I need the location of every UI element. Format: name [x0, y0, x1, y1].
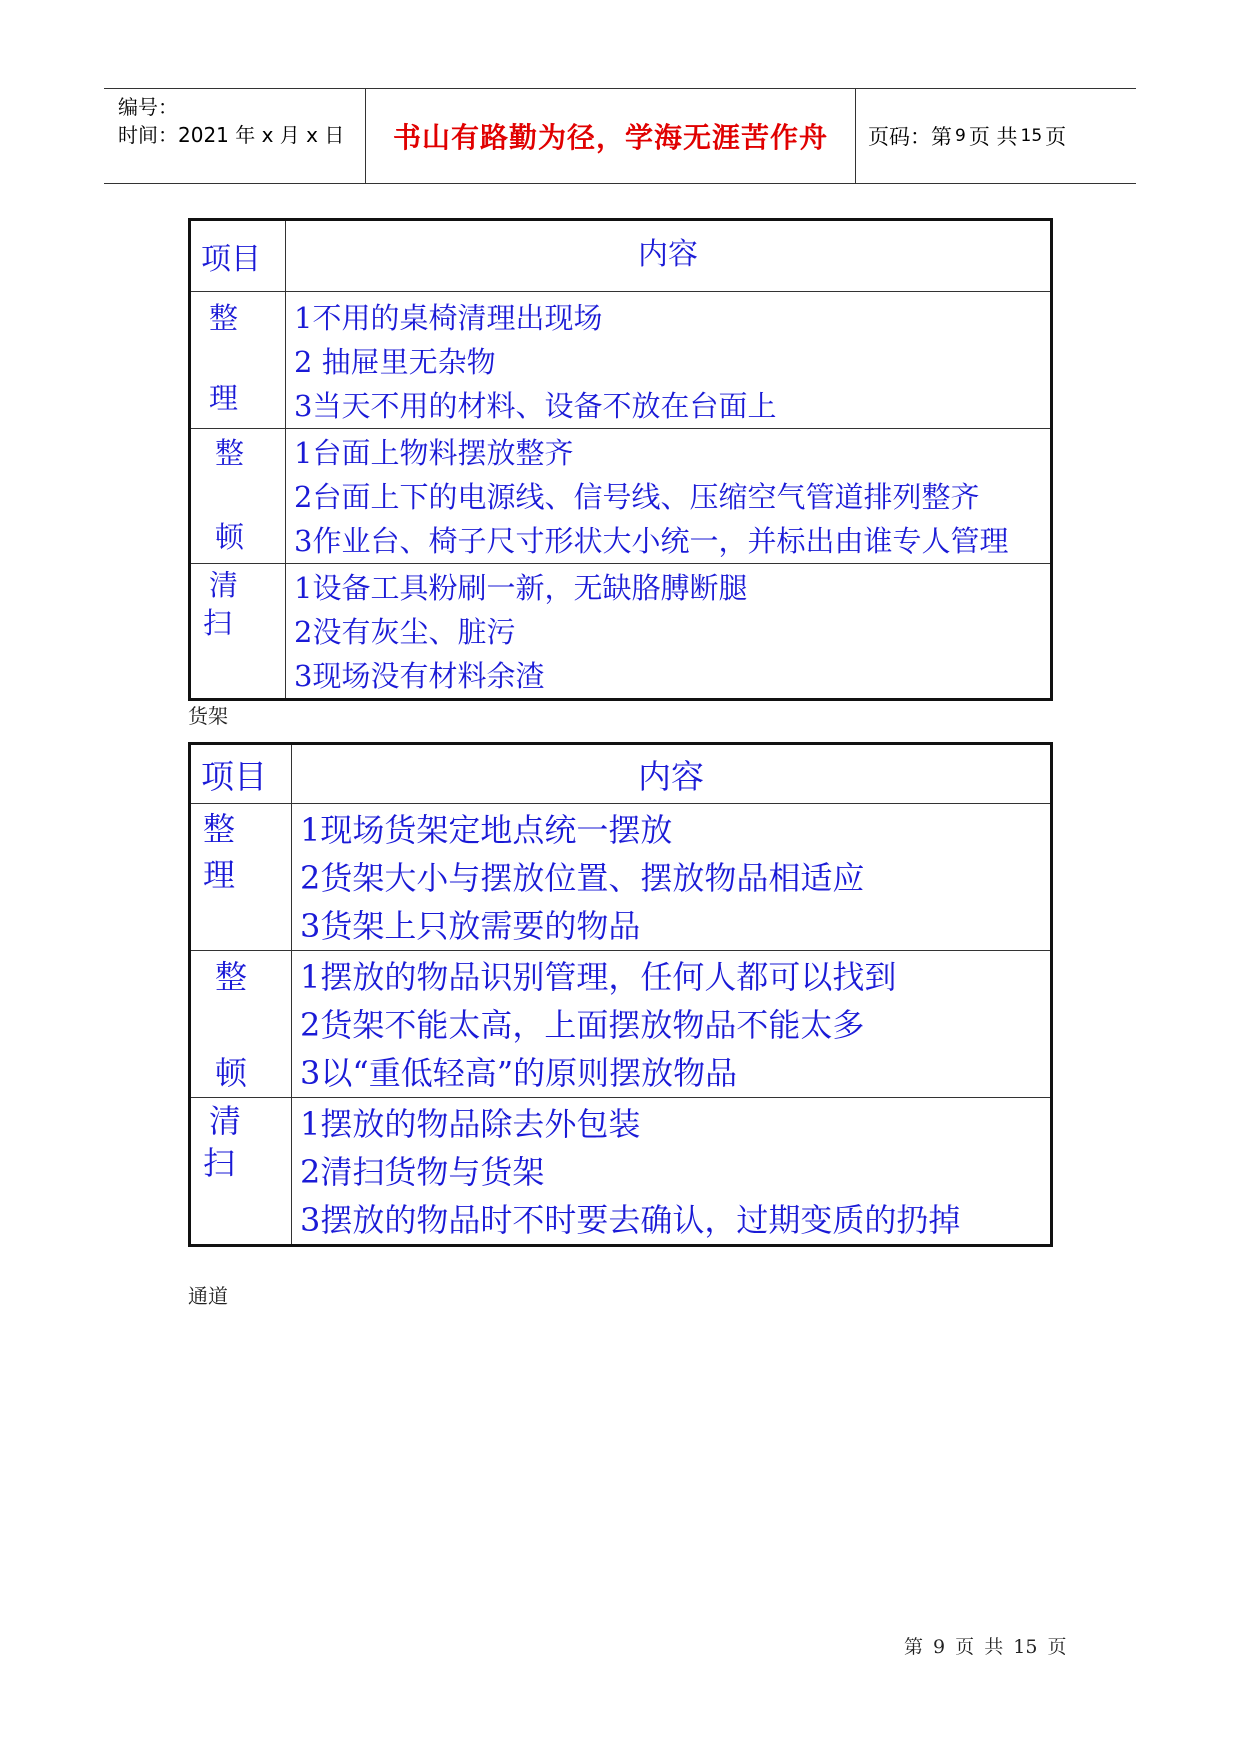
header-motto: 书山有路勤为径，学海无涯苦作舟 — [366, 89, 856, 183]
document-number-label: 编号： — [118, 95, 178, 119]
category-cell — [190, 292, 286, 429]
document-time-label: 时间：2021 年 x 月 x 日 — [118, 123, 345, 147]
table-row — [190, 564, 1052, 700]
category-char-top: 清 — [209, 568, 239, 602]
content-cell — [286, 429, 1052, 564]
page-current: 9 — [955, 126, 966, 146]
content-line: 1摆放的物品除去外包装 — [300, 1105, 641, 1143]
category-cell — [190, 951, 292, 1098]
category-cell — [190, 429, 286, 564]
category-char-top: 整 — [215, 436, 245, 470]
table-row — [190, 429, 1052, 564]
category-char-top: 整 — [209, 301, 239, 335]
content-line: 3作业台、椅子尺寸形状大小统一，并标出由谁专人管理 — [294, 524, 1009, 558]
page-mid: 页 共 — [968, 125, 1018, 149]
content-cell — [292, 804, 1052, 951]
page-header — [104, 88, 1136, 184]
page-prefix: 页码：第 — [868, 125, 952, 149]
column-header-content: 内容 — [286, 220, 1052, 292]
category-char-bottom: 扫 — [203, 1144, 236, 1182]
content-cell — [292, 1098, 1052, 1246]
table-row — [190, 804, 1052, 951]
category-char-bottom: 理 — [209, 381, 239, 415]
category-cell — [190, 804, 292, 951]
content-line: 2清扫货物与货架 — [300, 1153, 545, 1191]
category-char-bottom: 顿 — [215, 520, 245, 554]
category-char-bottom: 理 — [203, 856, 236, 894]
table-header-row — [190, 744, 1052, 804]
table-header-row — [190, 220, 1052, 292]
content-line: 3当天不用的材料、设备不放在台面上 — [294, 389, 777, 423]
column-header-item: 项目 — [190, 744, 292, 804]
header-page-indicator — [856, 89, 1136, 183]
table-row — [190, 1098, 1052, 1246]
content-line: 1设备工具粉刷一新，无缺胳膊断腿 — [294, 571, 748, 605]
category-cell — [190, 1098, 292, 1246]
content-line: 1不用的桌椅清理出现场 — [294, 301, 603, 335]
content-line: 2货架大小与摆放位置、摆放物品相适应 — [300, 859, 865, 897]
content-line: 3摆放的物品时不时要去确认，过期变质的扔掉 — [300, 1201, 961, 1239]
content-cell — [292, 951, 1052, 1098]
category-char-top: 整 — [203, 810, 236, 848]
content-line: 3货架上只放需要的物品 — [300, 907, 641, 945]
page-total: 15 — [1020, 126, 1043, 146]
content-line: 1现场货架定地点统一摆放 — [300, 811, 673, 849]
column-header-content: 内容 — [292, 744, 1052, 804]
content-cell — [286, 292, 1052, 429]
content-line: 2没有灰尘、脏污 — [294, 615, 516, 649]
content-line: 3以“重低轻高”的原则摆放物品 — [300, 1054, 738, 1092]
content-line: 2货架不能太高，上面摆放物品不能太多 — [300, 1006, 865, 1044]
content-cell — [286, 564, 1052, 700]
page-footer: 第 9 页 共 15 页 — [904, 1636, 1067, 1658]
content-line: 2台面上下的电源线、信号线、压缩空气管道排列整齐 — [294, 480, 980, 514]
content-line: 3现场没有材料余渣 — [294, 659, 545, 693]
page-suffix: 页 — [1045, 125, 1067, 149]
column-header-item: 项目 — [190, 220, 286, 292]
category-char-top: 整 — [215, 958, 248, 996]
category-cell — [190, 564, 286, 700]
table-row — [190, 951, 1052, 1098]
header-meta — [104, 89, 366, 183]
content-line: 2 抽屉里无杂物 — [294, 345, 496, 379]
category-char-top: 清 — [209, 1102, 242, 1140]
table-row — [190, 292, 1052, 429]
content-line: 1台面上物料摆放整齐 — [294, 436, 574, 470]
section-label-aisle: 通道 — [188, 1284, 228, 1308]
category-char-bottom: 顿 — [215, 1054, 248, 1092]
workbench-5s-table — [188, 218, 1053, 701]
category-char-bottom: 扫 — [203, 606, 233, 640]
shelf-5s-table — [188, 742, 1053, 1247]
content-line: 1摆放的物品识别管理，任何人都可以找到 — [300, 958, 897, 996]
section-label-shelves: 货架 — [188, 704, 228, 728]
